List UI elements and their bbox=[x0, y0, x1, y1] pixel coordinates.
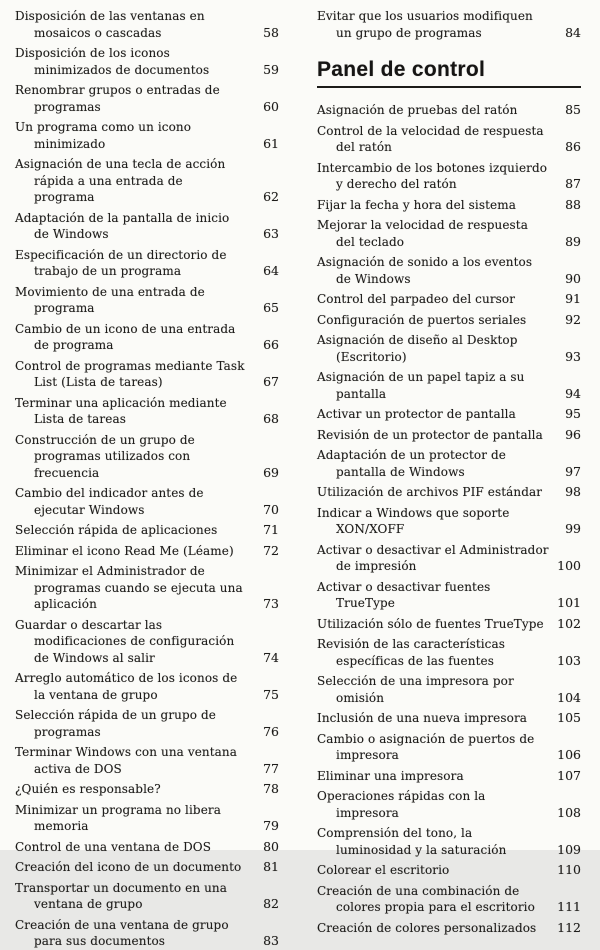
toc-entry-page: 64 bbox=[263, 263, 279, 278]
toc-entry-page: 106 bbox=[557, 747, 581, 762]
toc-entry-title: Selección de una impresora por omisión bbox=[317, 674, 514, 705]
toc-entry bbox=[317, 710, 581, 727]
toc-entry-page: 103 bbox=[557, 652, 581, 668]
toc-entry bbox=[317, 369, 581, 402]
toc-entry bbox=[15, 670, 279, 703]
toc-entry-title: Operaciones rápidas con la impresora bbox=[317, 789, 486, 820]
toc-entry-title: Comprensión del tono, la luminosidad y la saturación bbox=[317, 826, 507, 857]
toc-entry-title: Adaptación de un protector de pantalla de Windows bbox=[317, 448, 506, 479]
toc-entry-title: Arreglo automático de los iconos de la ventana de grupo bbox=[15, 671, 238, 702]
toc-entry-page: 73 bbox=[263, 596, 279, 611]
toc-entry bbox=[15, 880, 279, 913]
toc-entry-title: Cambio del indicador antes de ejecutar Windows bbox=[15, 486, 204, 517]
toc-entry-title: Renombrar grupos o entradas de programas bbox=[15, 83, 220, 114]
toc-entry-page: 101 bbox=[557, 595, 581, 610]
toc-entry-title: Selección rápida de un grupo de programas bbox=[15, 708, 216, 739]
toc-entry-page: 65 bbox=[263, 300, 279, 315]
toc-left-column bbox=[15, 8, 279, 948]
toc-entry bbox=[15, 321, 279, 354]
toc-entry-page: 100 bbox=[557, 558, 581, 573]
toc-entry-title: Eliminar una impresora bbox=[317, 768, 464, 783]
toc-entry-title: Colorear el escritorio bbox=[317, 863, 450, 877]
toc-entry-title: Evitar que los usuarios modifiquen un grupo de programas bbox=[317, 9, 533, 40]
toc-entry-page: 71 bbox=[263, 522, 279, 537]
toc-entry bbox=[317, 102, 581, 119]
toc-entry-page: 84 bbox=[565, 24, 581, 40]
toc-entry-page: 91 bbox=[565, 291, 581, 306]
toc-entry-page: 87 bbox=[565, 176, 581, 191]
toc-entry-title: Disposición de los iconos minimizados de documentos bbox=[15, 46, 210, 77]
toc-entry-page: 59 bbox=[263, 61, 279, 77]
toc-entry-title: Creación de colores personalizados bbox=[317, 920, 537, 935]
toc-entry-title: Minimizar el Administrador de programas cuando se ejecuta una aplicación bbox=[15, 564, 243, 611]
toc-entry-page: 58 bbox=[263, 24, 279, 40]
toc-entry bbox=[15, 119, 279, 152]
toc-entry-page: 98 bbox=[565, 484, 581, 499]
toc-entry bbox=[317, 673, 581, 706]
toc-entry-title: Activar o desactivar fuentes TrueType bbox=[317, 579, 491, 610]
toc-entry bbox=[317, 542, 581, 575]
toc-entry-page: 86 bbox=[565, 139, 581, 154]
toc-entry bbox=[15, 563, 279, 613]
toc-entry bbox=[15, 45, 279, 78]
toc-entry-title: Control de programas mediante Task List (Lista de tareas) bbox=[15, 358, 245, 389]
toc-entry bbox=[317, 616, 581, 633]
toc-entry bbox=[317, 788, 581, 821]
toc-entry-title: Configuración de puertos seriales bbox=[317, 312, 527, 327]
toc-entry-title: Asignación de una tecla de acción rápida a una entrada de programa bbox=[15, 157, 226, 204]
toc-entry bbox=[317, 768, 581, 785]
toc-entry-page: 77 bbox=[263, 760, 279, 776]
toc-entry bbox=[15, 432, 279, 482]
toc-entry-title: ¿Quién es responsable? bbox=[15, 782, 161, 796]
toc-entry-title: Creación de una combinación de colores propia para el escritorio bbox=[317, 883, 535, 914]
toc-entry-page: 110 bbox=[557, 862, 581, 877]
toc-entry bbox=[15, 8, 279, 41]
toc-entry-title: Revisión de un protector de pantalla bbox=[317, 427, 543, 442]
toc-entry bbox=[317, 883, 581, 916]
toc-entry-page: 109 bbox=[557, 841, 581, 857]
toc-entry-title: Control del parpadeo del cursor bbox=[317, 292, 516, 306]
toc-entry bbox=[15, 485, 279, 518]
toc-entry-title: Control de una ventana de DOS bbox=[15, 839, 212, 854]
toc-entry bbox=[15, 917, 279, 950]
toc-entry-title: Control de la velocidad de respuesta del ratón bbox=[317, 123, 544, 154]
toc-entry-title: Movimiento de una entrada de programa bbox=[15, 284, 205, 315]
toc-entry bbox=[15, 156, 279, 206]
toc-entry-title: Disposición de las ventanas en mosaicos o cascadas bbox=[15, 9, 205, 40]
toc-entry bbox=[317, 8, 581, 41]
toc-entry-page: 61 bbox=[263, 135, 279, 151]
toc-entry bbox=[15, 358, 279, 391]
toc-entry-page: 63 bbox=[263, 226, 279, 241]
section-heading: Panel de control bbox=[317, 58, 486, 81]
toc-entry-page: 107 bbox=[557, 767, 581, 783]
toc-entry-title: Selección rápida de aplicaciones bbox=[15, 523, 218, 537]
toc-entry-title: Transportar un documento en una ventana de grupo bbox=[15, 880, 228, 911]
toc-entry bbox=[15, 617, 279, 667]
toc-entry-page: 81 bbox=[263, 859, 279, 874]
toc-entry bbox=[15, 744, 279, 777]
toc-entry-page: 89 bbox=[565, 233, 581, 249]
toc-entry bbox=[15, 802, 279, 835]
toc-entry-page: 67 bbox=[263, 374, 279, 389]
toc-entry-title: Minimizar un programa no libera memoria bbox=[15, 802, 221, 833]
toc-entry bbox=[15, 522, 279, 539]
toc-entry bbox=[15, 859, 279, 876]
toc-entry-page: 108 bbox=[557, 804, 581, 820]
toc-entry-title: Asignación de diseño al Desktop (Escritorio) bbox=[317, 333, 518, 364]
toc-entry bbox=[317, 505, 581, 538]
toc-entry-page: 83 bbox=[263, 933, 279, 948]
toc-entry-title: Asignación de un papel tapiz a su pantalla bbox=[317, 370, 525, 401]
toc-entry bbox=[317, 862, 581, 879]
toc-entry-page: 88 bbox=[565, 196, 581, 212]
toc-entry-title: Utilización de archivos PIF estándar bbox=[317, 485, 543, 499]
toc-entry-title: Fijar la fecha y hora del sistema bbox=[317, 197, 516, 212]
toc-entry-page: 82 bbox=[263, 896, 279, 911]
toc-right-entries bbox=[317, 102, 581, 936]
toc-entry-title: Mejorar la velocidad de respuesta del teclado bbox=[317, 218, 528, 249]
toc-entry bbox=[317, 579, 581, 612]
toc-entry-page: 85 bbox=[565, 102, 581, 117]
toc-entry-title: Creación del icono de un documento bbox=[15, 860, 242, 874]
toc-entry-title: Asignación de sonido a los eventos de Windows bbox=[317, 255, 533, 286]
toc-entry bbox=[317, 920, 581, 937]
toc-entry-title: Indicar a Windows que soporte XON/XOFF bbox=[317, 505, 510, 536]
toc-entry-page: 94 bbox=[565, 385, 581, 401]
toc-entry-page: 72 bbox=[263, 542, 279, 558]
toc-entry-page: 75 bbox=[263, 686, 279, 702]
toc-entry-page: 93 bbox=[565, 348, 581, 364]
toc-entry-title: Un programa como un icono minimizado bbox=[15, 120, 192, 151]
toc-entry bbox=[317, 160, 581, 193]
toc-entry-title: Creación de una ventana de grupo para sus documentos bbox=[15, 917, 229, 948]
toc-entry-page: 69 bbox=[263, 464, 279, 480]
toc-entry-title: Cambio o asignación de puertos de impresora bbox=[317, 731, 535, 762]
toc-entry-page: 78 bbox=[263, 781, 279, 796]
toc-entry-title: Adaptación de la pantalla de inicio de Windows bbox=[15, 210, 230, 241]
toc-entry-title: Terminar una aplicación mediante Lista de tareas bbox=[15, 395, 227, 426]
toc-entry-page: 62 bbox=[263, 189, 279, 204]
section-rule bbox=[317, 86, 581, 88]
toc-entry-page: 60 bbox=[263, 98, 279, 114]
toc-right-column bbox=[317, 8, 581, 935]
toc-entry-title: Eliminar el icono Read Me (Léame) bbox=[15, 543, 234, 558]
toc-entry bbox=[317, 484, 581, 501]
toc-entry bbox=[317, 427, 581, 444]
toc-entry bbox=[15, 247, 279, 280]
toc-entry-page: 96 bbox=[565, 426, 581, 442]
toc-entry-page: 74 bbox=[263, 649, 279, 665]
toc-entry-title: Intercambio de los botones izquierdo y derecho del ratón bbox=[317, 160, 548, 191]
toc-entry bbox=[317, 332, 581, 365]
toc-entry bbox=[317, 731, 581, 764]
toc-right-top-entries bbox=[317, 8, 581, 41]
toc-entry-page: 102 bbox=[557, 615, 581, 631]
toc-entry-page: 99 bbox=[565, 521, 581, 536]
toc-entry-title: Activar un protector de pantalla bbox=[317, 407, 516, 421]
toc-entry bbox=[317, 254, 581, 287]
toc-entry-title: Asignación de pruebas del ratón bbox=[317, 103, 518, 117]
toc-entry bbox=[317, 406, 581, 423]
toc-entry-title: Inclusión de una nueva impresora bbox=[317, 711, 528, 725]
toc-entry-title: Construcción de un grupo de programas utilizados con frecuencia bbox=[15, 432, 195, 480]
toc-entry bbox=[317, 636, 581, 669]
toc-entry-title: Cambio de un icono de una entrada de programa bbox=[15, 321, 236, 352]
toc-entry-page: 97 bbox=[565, 463, 581, 479]
toc-entry-page: 112 bbox=[557, 919, 581, 935]
toc-entry-title: Terminar Windows con una ventana activa de DOS bbox=[15, 745, 237, 776]
toc-entry bbox=[15, 839, 279, 856]
toc-entry bbox=[15, 284, 279, 317]
toc-entry-page: 79 bbox=[263, 818, 279, 833]
toc-entry bbox=[317, 312, 581, 329]
toc-entry bbox=[15, 395, 279, 428]
toc-entry bbox=[317, 825, 581, 858]
toc-entry bbox=[15, 707, 279, 740]
toc-entry bbox=[317, 217, 581, 250]
toc-entry-page: 80 bbox=[263, 838, 279, 854]
toc-entry-page: 95 bbox=[565, 406, 581, 421]
toc-entry-page: 68 bbox=[263, 411, 279, 426]
toc-entry-page: 104 bbox=[557, 689, 581, 705]
toc-entry-page: 111 bbox=[557, 899, 581, 914]
toc-entry-page: 66 bbox=[263, 337, 279, 352]
toc-entry-page: 92 bbox=[565, 311, 581, 327]
toc-entry-title: Especificación de un directorio de trabajo de un programa bbox=[15, 247, 227, 278]
toc-entry-title: Revisión de las características específicas de las fuentes bbox=[317, 637, 506, 668]
toc-entry-title: Activar o desactivar el Administrador de impresión bbox=[317, 542, 549, 573]
toc-entry bbox=[15, 781, 279, 798]
toc-entry bbox=[15, 543, 279, 560]
toc-entry-title: Utilización sólo de fuentes TrueType bbox=[317, 616, 544, 631]
toc-entry-title: Guardar o descartar las modificaciones de configuración de Windows al salir bbox=[15, 617, 235, 665]
toc-entry bbox=[317, 291, 581, 308]
toc-entry bbox=[317, 197, 581, 214]
toc-entry bbox=[15, 82, 279, 115]
toc-entry-page: 76 bbox=[263, 723, 279, 739]
toc-entry bbox=[317, 123, 581, 156]
toc-entry-page: 90 bbox=[565, 270, 581, 286]
toc-entry-page: 105 bbox=[557, 710, 581, 725]
toc-entry bbox=[15, 210, 279, 243]
toc-entry bbox=[317, 447, 581, 480]
toc-entry-page: 70 bbox=[263, 501, 279, 517]
